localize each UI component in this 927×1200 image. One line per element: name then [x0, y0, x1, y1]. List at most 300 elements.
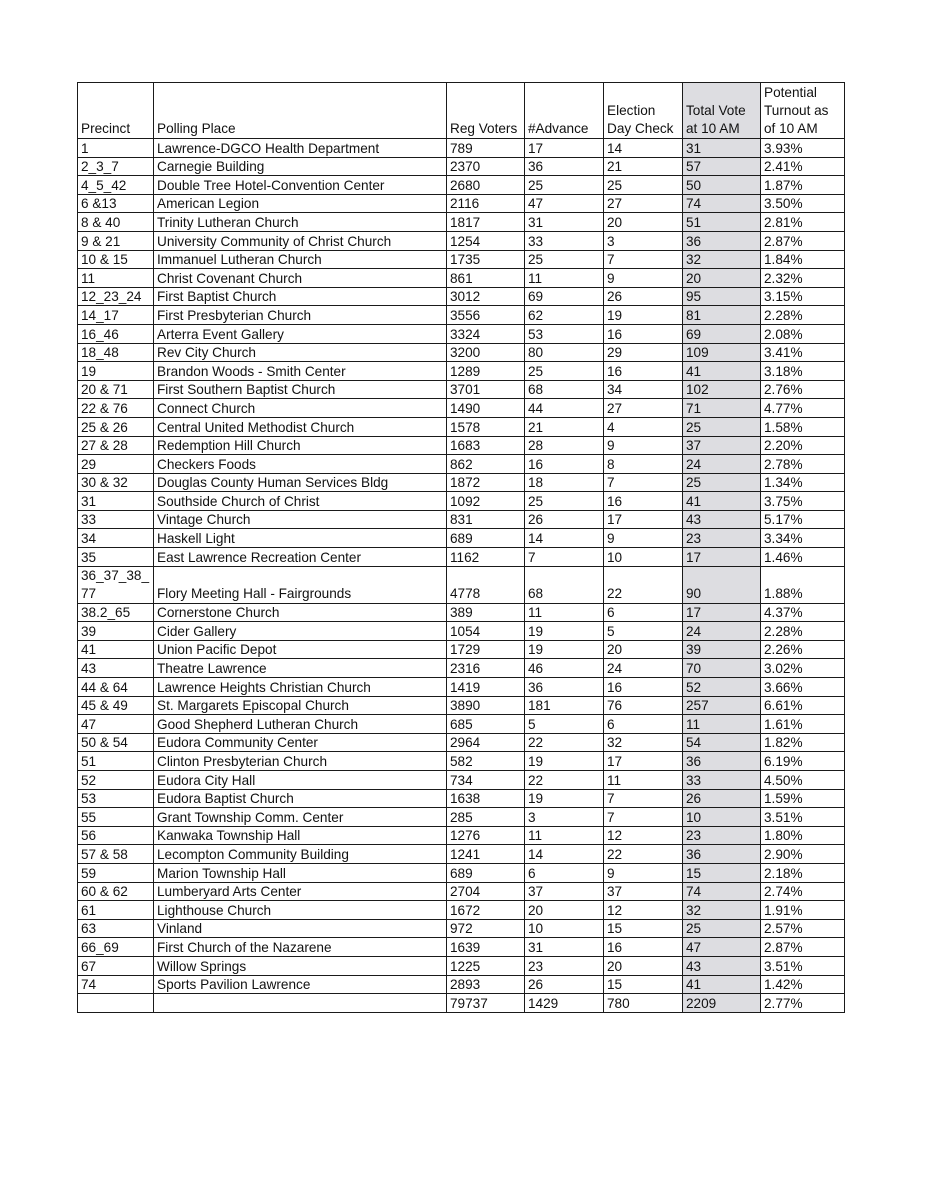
cell-election-day-check: 34 [604, 380, 683, 399]
cell-total-vote: 43 [683, 510, 761, 529]
cell-election-day-check: 7 [604, 473, 683, 492]
cell-precinct: 57 & 58 [78, 845, 154, 864]
cell-total-vote: 33 [683, 771, 761, 790]
cell-reg-voters: 685 [447, 715, 525, 734]
cell-potential-turnout: 2.28% [761, 622, 845, 641]
cell-polling-place: Good Shepherd Lutheran Church [154, 715, 447, 734]
cell-potential-turnout: 2.78% [761, 455, 845, 474]
cell-reg-voters: 2964 [447, 733, 525, 752]
cell-advance: 68 [525, 380, 604, 399]
cell-polling-place: Eudora City Hall [154, 771, 447, 790]
cell-advance: 16 [525, 455, 604, 474]
cell-polling-place: Union Pacific Depot [154, 640, 447, 659]
table-row [78, 213, 845, 232]
cell-total-vote: 37 [683, 436, 761, 455]
cell-total-vote: 15 [683, 863, 761, 882]
cell-election-day-check: 19 [604, 306, 683, 325]
cell-advance: 53 [525, 324, 604, 343]
table-row [78, 622, 845, 641]
cell-polling-place: First Presbyterian Church [154, 306, 447, 325]
cell-advance: 26 [525, 510, 604, 529]
cell-total-vote: 41 [683, 362, 761, 381]
cell-election-day-check: 5 [604, 622, 683, 641]
table-row [78, 436, 845, 455]
cell-polling-place: Vinland [154, 919, 447, 938]
table-row [78, 231, 845, 250]
cell-total-vote: 74 [683, 882, 761, 901]
cell-election-day-check: 9 [604, 529, 683, 548]
cell-polling-place: Cider Gallery [154, 622, 447, 641]
cell-total-vote: 10 [683, 808, 761, 827]
cell-election-day-check: 16 [604, 678, 683, 697]
cell-advance: 19 [525, 789, 604, 808]
cell-reg-voters: 2116 [447, 194, 525, 213]
totals-row [78, 994, 845, 1013]
cell-total-vote: 17 [683, 603, 761, 622]
header-election-day-check: Election Day Check [604, 83, 683, 139]
cell-potential-turnout: 3.02% [761, 659, 845, 678]
cell-precinct: 6 &13 [78, 194, 154, 213]
table-row [78, 324, 845, 343]
cell-polling-place: Eudora Baptist Church [154, 789, 447, 808]
totals-election-day-check: 780 [604, 994, 683, 1013]
cell-advance: 14 [525, 529, 604, 548]
cell-precinct: 38.2_65 [78, 603, 154, 622]
cell-total-vote: 69 [683, 324, 761, 343]
cell-precinct: 22 & 76 [78, 399, 154, 418]
cell-election-day-check: 9 [604, 269, 683, 288]
cell-reg-voters: 4778 [447, 566, 525, 603]
table-row [78, 938, 845, 957]
cell-potential-turnout: 2.32% [761, 269, 845, 288]
cell-reg-voters: 1054 [447, 622, 525, 641]
cell-potential-turnout: 3.51% [761, 956, 845, 975]
table-row [78, 362, 845, 381]
cell-advance: 31 [525, 938, 604, 957]
cell-total-vote: 95 [683, 287, 761, 306]
cell-advance: 19 [525, 640, 604, 659]
cell-election-day-check: 16 [604, 938, 683, 957]
cell-polling-place: Rev City Church [154, 343, 447, 362]
cell-reg-voters: 1683 [447, 436, 525, 455]
cell-precinct: 41 [78, 640, 154, 659]
cell-precinct: 30 & 32 [78, 473, 154, 492]
cell-reg-voters: 789 [447, 139, 525, 158]
cell-polling-place: Checkers Foods [154, 455, 447, 474]
cell-election-day-check: 27 [604, 194, 683, 213]
cell-reg-voters: 831 [447, 510, 525, 529]
cell-reg-voters: 1578 [447, 417, 525, 436]
table-row [78, 157, 845, 176]
table-row [78, 771, 845, 790]
cell-election-day-check: 16 [604, 362, 683, 381]
cell-polling-place: St. Margarets Episcopal Church [154, 696, 447, 715]
cell-advance: 11 [525, 603, 604, 622]
header-reg-voters: Reg Voters [447, 83, 525, 139]
cell-advance: 18 [525, 473, 604, 492]
cell-precinct: 29 [78, 455, 154, 474]
cell-reg-voters: 3012 [447, 287, 525, 306]
cell-potential-turnout: 1.82% [761, 733, 845, 752]
cell-election-day-check: 27 [604, 399, 683, 418]
cell-election-day-check: 15 [604, 919, 683, 938]
cell-polling-place: Lecompton Community Building [154, 845, 447, 864]
cell-election-day-check: 7 [604, 808, 683, 827]
header-polling-place: Polling Place [154, 83, 447, 139]
totals-advance: 1429 [525, 994, 604, 1013]
cell-advance: 7 [525, 548, 604, 567]
cell-total-vote: 23 [683, 826, 761, 845]
cell-precinct: 12_23_24 [78, 287, 154, 306]
cell-total-vote: 25 [683, 919, 761, 938]
header-row [78, 83, 845, 139]
cell-reg-voters: 2704 [447, 882, 525, 901]
cell-election-day-check: 22 [604, 566, 683, 603]
cell-potential-turnout: 3.15% [761, 287, 845, 306]
table-row [78, 287, 845, 306]
cell-total-vote: 17 [683, 548, 761, 567]
table-row [78, 659, 845, 678]
cell-polling-place: Trinity Lutheran Church [154, 213, 447, 232]
cell-precinct: 61 [78, 901, 154, 920]
cell-advance: 25 [525, 176, 604, 195]
cell-precinct: 67 [78, 956, 154, 975]
table-row [78, 733, 845, 752]
cell-precinct: 34 [78, 529, 154, 548]
cell-precinct: 74 [78, 975, 154, 994]
table-row [78, 139, 845, 158]
cell-election-day-check: 3 [604, 231, 683, 250]
cell-reg-voters: 1419 [447, 678, 525, 697]
cell-reg-voters: 972 [447, 919, 525, 938]
cell-polling-place: Southside Church of Christ [154, 492, 447, 511]
cell-reg-voters: 3701 [447, 380, 525, 399]
cell-potential-turnout: 1.42% [761, 975, 845, 994]
cell-potential-turnout: 2.87% [761, 938, 845, 957]
cell-total-vote: 41 [683, 492, 761, 511]
cell-total-vote: 25 [683, 473, 761, 492]
cell-precinct: 36_37_38_77 [78, 566, 154, 603]
cell-total-vote: 257 [683, 696, 761, 715]
cell-advance: 26 [525, 975, 604, 994]
cell-election-day-check: 20 [604, 213, 683, 232]
cell-reg-voters: 1672 [447, 901, 525, 920]
cell-potential-turnout: 6.19% [761, 752, 845, 771]
table-row [78, 343, 845, 362]
cell-potential-turnout: 2.90% [761, 845, 845, 864]
cell-advance: 37 [525, 882, 604, 901]
totals-potential-turnout: 2.77% [761, 994, 845, 1013]
cell-reg-voters: 1872 [447, 473, 525, 492]
cell-total-vote: 23 [683, 529, 761, 548]
cell-total-vote: 41 [683, 975, 761, 994]
cell-advance: 22 [525, 771, 604, 790]
cell-potential-turnout: 3.66% [761, 678, 845, 697]
cell-advance: 20 [525, 901, 604, 920]
cell-election-day-check: 4 [604, 417, 683, 436]
cell-reg-voters: 1817 [447, 213, 525, 232]
cell-election-day-check: 21 [604, 157, 683, 176]
cell-reg-voters: 2680 [447, 176, 525, 195]
cell-polling-place: Theatre Lawrence [154, 659, 447, 678]
cell-precinct: 2_3_7 [78, 157, 154, 176]
cell-election-day-check: 9 [604, 863, 683, 882]
cell-potential-turnout: 2.81% [761, 213, 845, 232]
cell-total-vote: 25 [683, 417, 761, 436]
cell-advance: 80 [525, 343, 604, 362]
cell-election-day-check: 15 [604, 975, 683, 994]
cell-advance: 25 [525, 250, 604, 269]
cell-potential-turnout: 1.46% [761, 548, 845, 567]
cell-election-day-check: 7 [604, 789, 683, 808]
header-precinct: Precinct [78, 83, 154, 139]
cell-election-day-check: 6 [604, 715, 683, 734]
cell-reg-voters: 2370 [447, 157, 525, 176]
totals-total-vote: 2209 [683, 994, 761, 1013]
cell-election-day-check: 7 [604, 250, 683, 269]
cell-polling-place: Marion Township Hall [154, 863, 447, 882]
table-row [78, 399, 845, 418]
totals-place [154, 994, 447, 1013]
cell-precinct: 14_17 [78, 306, 154, 325]
cell-election-day-check: 24 [604, 659, 683, 678]
cell-polling-place: Willow Springs [154, 956, 447, 975]
cell-total-vote: 52 [683, 678, 761, 697]
cell-advance: 3 [525, 808, 604, 827]
cell-election-day-check: 22 [604, 845, 683, 864]
table-row [78, 548, 845, 567]
cell-total-vote: 32 [683, 901, 761, 920]
cell-potential-turnout: 2.74% [761, 882, 845, 901]
cell-precinct: 16_46 [78, 324, 154, 343]
cell-precinct: 25 & 26 [78, 417, 154, 436]
cell-election-day-check: 8 [604, 455, 683, 474]
table-row [78, 194, 845, 213]
table-row [78, 678, 845, 697]
cell-precinct: 43 [78, 659, 154, 678]
cell-polling-place: East Lawrence Recreation Center [154, 548, 447, 567]
cell-advance: 62 [525, 306, 604, 325]
cell-reg-voters: 1225 [447, 956, 525, 975]
cell-potential-turnout: 2.28% [761, 306, 845, 325]
cell-polling-place: Lighthouse Church [154, 901, 447, 920]
cell-potential-turnout: 5.17% [761, 510, 845, 529]
table-row [78, 826, 845, 845]
table-row [78, 956, 845, 975]
cell-polling-place: First Baptist Church [154, 287, 447, 306]
cell-reg-voters: 1276 [447, 826, 525, 845]
cell-precinct: 59 [78, 863, 154, 882]
cell-precinct: 66_69 [78, 938, 154, 957]
cell-polling-place: Brandon Woods - Smith Center [154, 362, 447, 381]
cell-potential-turnout: 3.34% [761, 529, 845, 548]
table-row [78, 492, 845, 511]
cell-advance: 44 [525, 399, 604, 418]
cell-reg-voters: 3890 [447, 696, 525, 715]
cell-total-vote: 26 [683, 789, 761, 808]
cell-potential-turnout: 3.50% [761, 194, 845, 213]
cell-potential-turnout: 3.75% [761, 492, 845, 511]
table-row [78, 752, 845, 771]
cell-total-vote: 24 [683, 622, 761, 641]
cell-polling-place: Flory Meeting Hall - Fairgrounds [154, 566, 447, 603]
cell-potential-turnout: 1.80% [761, 826, 845, 845]
table-body [78, 139, 845, 994]
cell-election-day-check: 9 [604, 436, 683, 455]
cell-potential-turnout: 2.41% [761, 157, 845, 176]
cell-polling-place: Arterra Event Gallery [154, 324, 447, 343]
cell-polling-place: Vintage Church [154, 510, 447, 529]
cell-total-vote: 24 [683, 455, 761, 474]
cell-precinct: 44 & 64 [78, 678, 154, 697]
cell-precinct: 63 [78, 919, 154, 938]
table-row [78, 640, 845, 659]
cell-polling-place: Connect Church [154, 399, 447, 418]
cell-precinct: 35 [78, 548, 154, 567]
header-potential-turnout: Potential Turnout as of 10 AM [761, 83, 845, 139]
table-row [78, 975, 845, 994]
table-row [78, 529, 845, 548]
totals-precinct [78, 994, 154, 1013]
cell-precinct: 55 [78, 808, 154, 827]
cell-reg-voters: 1289 [447, 362, 525, 381]
table-row [78, 176, 845, 195]
cell-polling-place: Lawrence Heights Christian Church [154, 678, 447, 697]
cell-advance: 10 [525, 919, 604, 938]
cell-polling-place: Cornerstone Church [154, 603, 447, 622]
table-row [78, 901, 845, 920]
cell-polling-place: Clinton Presbyterian Church [154, 752, 447, 771]
cell-advance: 11 [525, 269, 604, 288]
cell-advance: 5 [525, 715, 604, 734]
cell-total-vote: 50 [683, 176, 761, 195]
cell-advance: 33 [525, 231, 604, 250]
cell-total-vote: 36 [683, 231, 761, 250]
cell-potential-turnout: 4.50% [761, 771, 845, 790]
cell-precinct: 20 & 71 [78, 380, 154, 399]
cell-reg-voters: 3200 [447, 343, 525, 362]
cell-potential-turnout: 1.84% [761, 250, 845, 269]
cell-precinct: 60 & 62 [78, 882, 154, 901]
cell-total-vote: 47 [683, 938, 761, 957]
cell-polling-place: Christ Covenant Church [154, 269, 447, 288]
cell-total-vote: 36 [683, 752, 761, 771]
cell-polling-place: Lumberyard Arts Center [154, 882, 447, 901]
table-row [78, 882, 845, 901]
cell-potential-turnout: 2.08% [761, 324, 845, 343]
cell-reg-voters: 582 [447, 752, 525, 771]
table-row [78, 919, 845, 938]
cell-reg-voters: 1639 [447, 938, 525, 957]
cell-total-vote: 74 [683, 194, 761, 213]
cell-precinct: 39 [78, 622, 154, 641]
cell-reg-voters: 689 [447, 529, 525, 548]
cell-advance: 47 [525, 194, 604, 213]
cell-election-day-check: 10 [604, 548, 683, 567]
cell-potential-turnout: 2.76% [761, 380, 845, 399]
table-row [78, 510, 845, 529]
cell-reg-voters: 3556 [447, 306, 525, 325]
cell-reg-voters: 3324 [447, 324, 525, 343]
cell-election-day-check: 17 [604, 510, 683, 529]
cell-polling-place: Douglas County Human Services Bldg [154, 473, 447, 492]
cell-total-vote: 81 [683, 306, 761, 325]
cell-total-vote: 90 [683, 566, 761, 603]
cell-precinct: 1 [78, 139, 154, 158]
cell-reg-voters: 1490 [447, 399, 525, 418]
table-row [78, 250, 845, 269]
cell-precinct: 8 & 40 [78, 213, 154, 232]
table-row [78, 455, 845, 474]
cell-advance: 28 [525, 436, 604, 455]
cell-reg-voters: 1735 [447, 250, 525, 269]
table-row [78, 863, 845, 882]
table-row [78, 566, 845, 603]
cell-election-day-check: 20 [604, 640, 683, 659]
cell-polling-place: Eudora Community Center [154, 733, 447, 752]
cell-advance: 31 [525, 213, 604, 232]
cell-precinct: 9 & 21 [78, 231, 154, 250]
cell-advance: 19 [525, 752, 604, 771]
cell-precinct: 51 [78, 752, 154, 771]
cell-precinct: 18_48 [78, 343, 154, 362]
cell-election-day-check: 16 [604, 324, 683, 343]
cell-total-vote: 51 [683, 213, 761, 232]
cell-reg-voters: 1638 [447, 789, 525, 808]
table-row [78, 473, 845, 492]
cell-advance: 17 [525, 139, 604, 158]
cell-election-day-check: 16 [604, 492, 683, 511]
table-row [78, 715, 845, 734]
cell-reg-voters: 689 [447, 863, 525, 882]
cell-reg-voters: 1162 [447, 548, 525, 567]
cell-total-vote: 11 [683, 715, 761, 734]
cell-total-vote: 36 [683, 845, 761, 864]
cell-advance: 69 [525, 287, 604, 306]
cell-reg-voters: 734 [447, 771, 525, 790]
cell-potential-turnout: 1.59% [761, 789, 845, 808]
cell-potential-turnout: 2.87% [761, 231, 845, 250]
cell-total-vote: 71 [683, 399, 761, 418]
cell-election-day-check: 20 [604, 956, 683, 975]
cell-polling-place: First Southern Baptist Church [154, 380, 447, 399]
cell-precinct: 27 & 28 [78, 436, 154, 455]
cell-reg-voters: 1241 [447, 845, 525, 864]
cell-potential-turnout: 1.34% [761, 473, 845, 492]
cell-election-day-check: 14 [604, 139, 683, 158]
cell-total-vote: 32 [683, 250, 761, 269]
cell-total-vote: 31 [683, 139, 761, 158]
cell-precinct: 50 & 54 [78, 733, 154, 752]
cell-precinct: 45 & 49 [78, 696, 154, 715]
cell-potential-turnout: 2.57% [761, 919, 845, 938]
cell-advance: 11 [525, 826, 604, 845]
cell-advance: 46 [525, 659, 604, 678]
cell-total-vote: 39 [683, 640, 761, 659]
table-row [78, 269, 845, 288]
table-row [78, 845, 845, 864]
table-row [78, 380, 845, 399]
cell-precinct: 53 [78, 789, 154, 808]
cell-election-day-check: 12 [604, 826, 683, 845]
cell-polling-place: American Legion [154, 194, 447, 213]
cell-potential-turnout: 1.88% [761, 566, 845, 603]
cell-advance: 14 [525, 845, 604, 864]
cell-reg-voters: 285 [447, 808, 525, 827]
cell-polling-place: First Church of the Nazarene [154, 938, 447, 957]
cell-reg-voters: 1729 [447, 640, 525, 659]
cell-election-day-check: 6 [604, 603, 683, 622]
